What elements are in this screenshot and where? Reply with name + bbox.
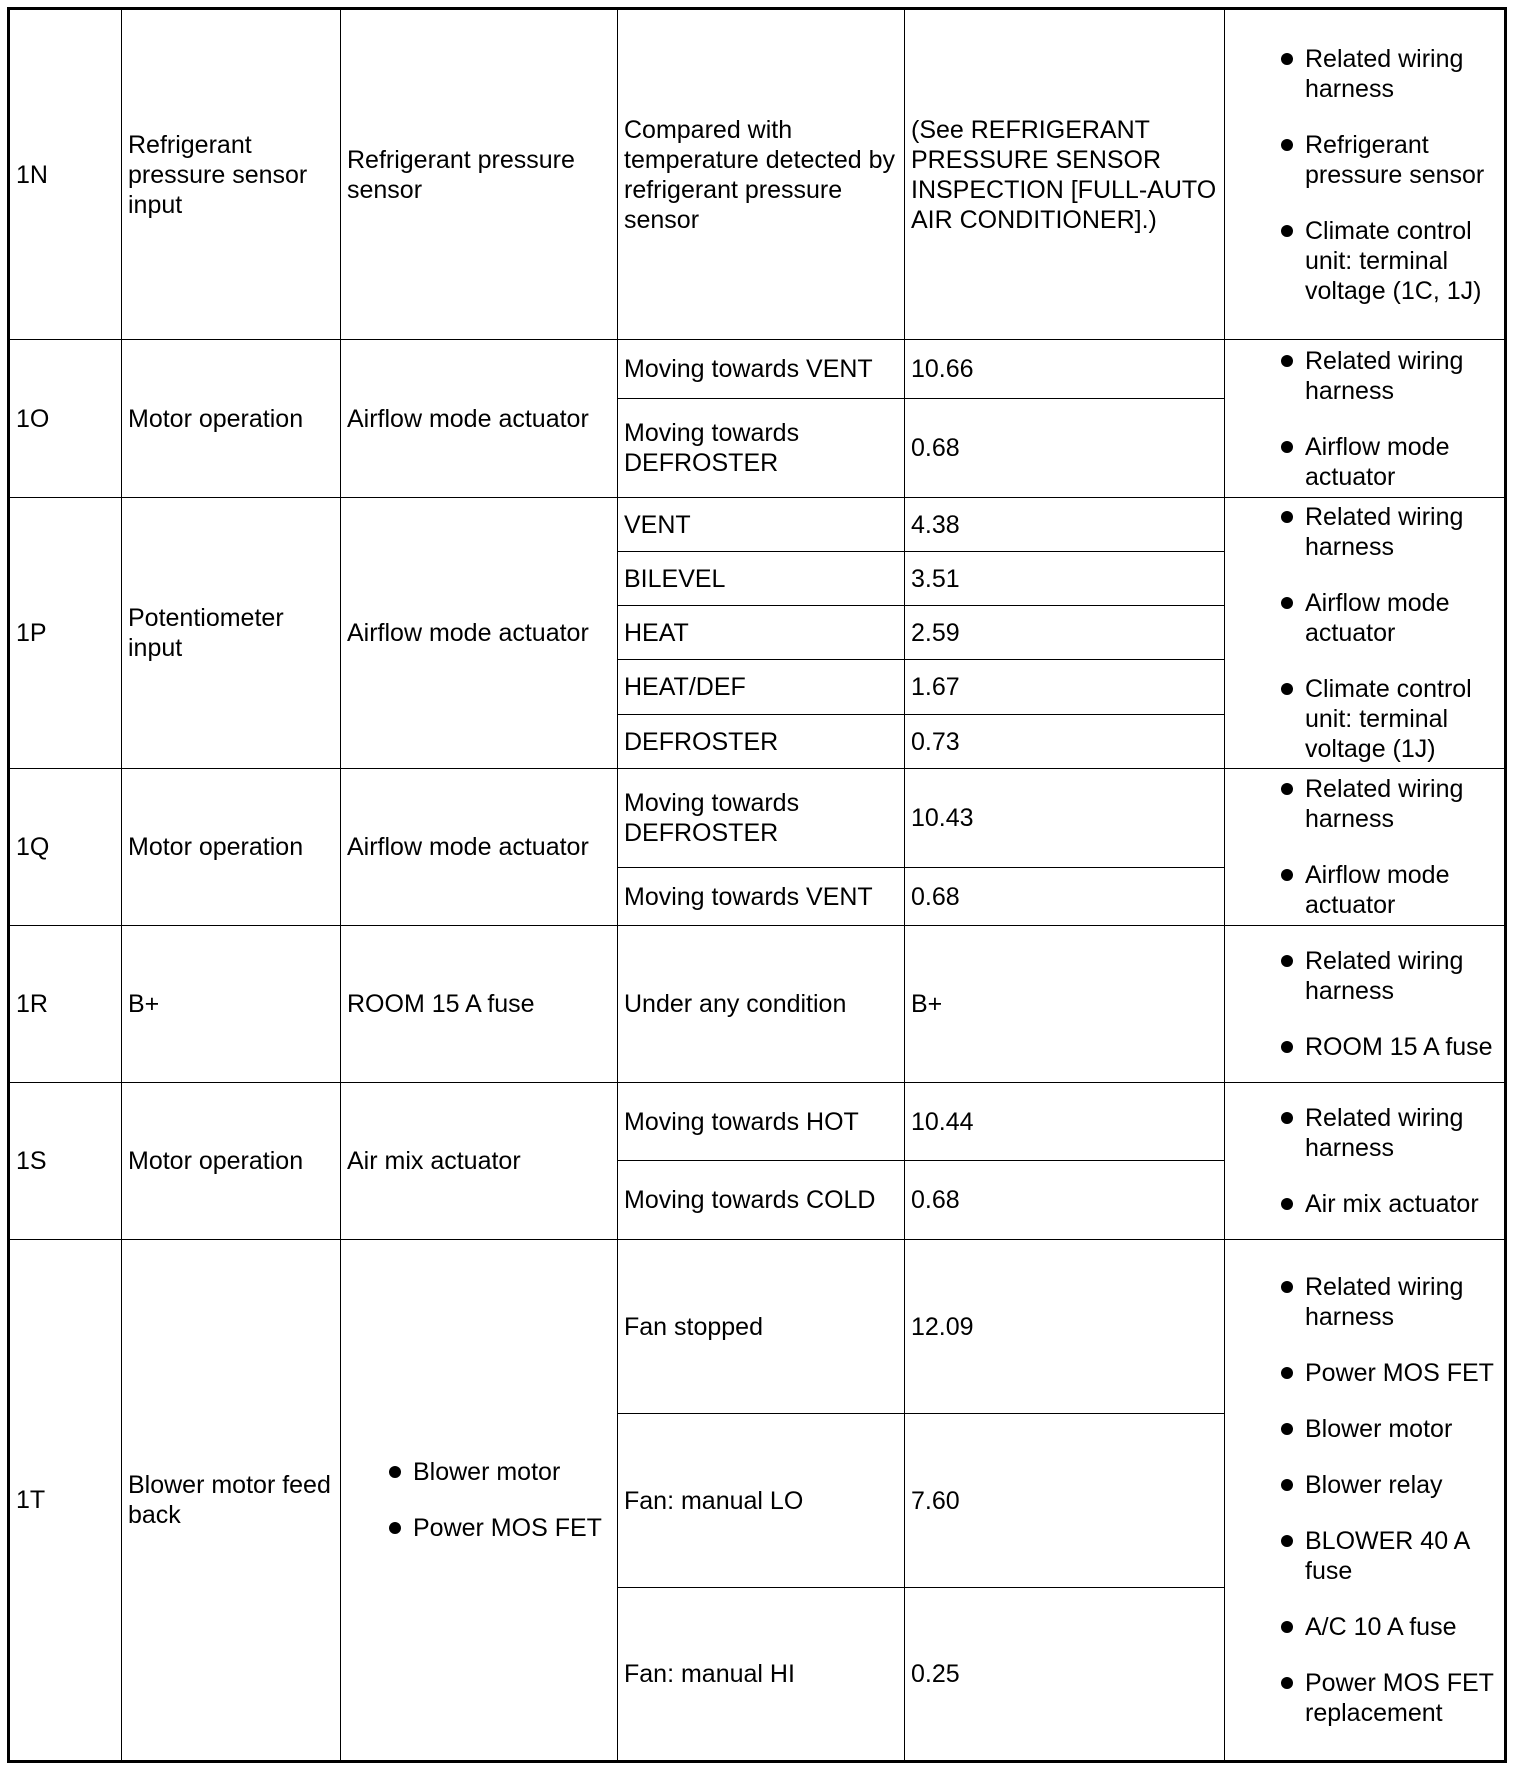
- voltage-cell: 2.59: [905, 606, 1225, 660]
- condition-cell: Moving towards COLD: [618, 1161, 905, 1240]
- table-row-1T: [9, 1240, 1506, 1414]
- terminal-cell: 1O: [9, 340, 122, 498]
- inspection-cell: [1225, 498, 1506, 769]
- voltage-cell: 0.73: [905, 715, 1225, 769]
- inspection-item: Power MOS FET: [1231, 1358, 1498, 1388]
- signal-cell: Refrigerant pressure sensor input: [122, 9, 341, 340]
- voltage-cell: 10.66: [905, 340, 1225, 399]
- table-row-1Q: [9, 769, 1506, 868]
- voltage-cell: 10.44: [905, 1083, 1225, 1161]
- condition-cell: BILEVEL: [618, 552, 905, 606]
- component-cell: Air mix actuator: [341, 1083, 618, 1240]
- component-item: Blower motor: [347, 1457, 611, 1487]
- inspection-item: Related wiring harness: [1231, 946, 1498, 1006]
- inspection-item: Related wiring harness: [1231, 346, 1498, 406]
- component-cell: Airflow mode actuator: [341, 769, 618, 926]
- table-row-1N: [9, 9, 1506, 340]
- condition-cell: Fan: manual HI: [618, 1588, 905, 1762]
- inspection-item: Related wiring harness: [1231, 1103, 1498, 1163]
- voltage-cell: 0.68: [905, 1161, 1225, 1240]
- signal-cell: B+: [122, 926, 341, 1083]
- inspection-item: Power MOS FET replacement: [1231, 1668, 1498, 1728]
- terminal-voltage-table: [7, 7, 1507, 1763]
- voltage-cell: 4.38: [905, 498, 1225, 552]
- component-cell: Airflow mode actuator: [341, 340, 618, 498]
- inspection-item: ROOM 15 A fuse: [1231, 1032, 1498, 1062]
- voltage-cell: 12.09: [905, 1240, 1225, 1414]
- inspection-item: Blower relay: [1231, 1470, 1498, 1500]
- voltage-cell: (See REFRIGERANT PRESSURE SENSOR INSPECTION [FULL-AUTO AIR CONDITIONER].): [905, 9, 1225, 340]
- signal-cell: Potentiometer input: [122, 498, 341, 769]
- signal-cell: Motor operation: [122, 769, 341, 926]
- terminal-cell: 1N: [9, 9, 122, 340]
- inspection-list: [1231, 1103, 1498, 1219]
- inspection-list: [1231, 346, 1498, 492]
- inspection-cell: [1225, 1083, 1506, 1240]
- condition-cell: Fan: manual LO: [618, 1414, 905, 1588]
- inspection-item: Climate control unit: terminal voltage (1J): [1231, 674, 1498, 764]
- terminal-cell: 1P: [9, 498, 122, 769]
- inspection-list: [1231, 1272, 1498, 1728]
- inspection-item: A/C 10 A fuse: [1231, 1612, 1498, 1642]
- component-cell: [341, 1240, 618, 1762]
- inspection-cell: [1225, 926, 1506, 1083]
- inspection-cell: [1225, 1240, 1506, 1762]
- condition-cell: Fan stopped: [618, 1240, 905, 1414]
- component-list: [347, 1457, 611, 1543]
- table-row-1R: [9, 926, 1506, 1083]
- voltage-cell: 10.43: [905, 769, 1225, 868]
- voltage-cell: 0.25: [905, 1588, 1225, 1762]
- signal-cell: Motor operation: [122, 1083, 341, 1240]
- inspection-item: Refrigerant pressure sensor: [1231, 130, 1498, 190]
- condition-cell: Moving towards DEFROSTER: [618, 769, 905, 868]
- condition-cell: HEAT: [618, 606, 905, 660]
- terminal-cell: 1S: [9, 1083, 122, 1240]
- inspection-item: Blower motor: [1231, 1414, 1498, 1444]
- inspection-list: [1231, 774, 1498, 920]
- inspection-cell: [1225, 9, 1506, 340]
- terminal-cell: 1T: [9, 1240, 122, 1762]
- inspection-item: Airflow mode actuator: [1231, 588, 1498, 648]
- voltage-cell: 7.60: [905, 1414, 1225, 1588]
- inspection-item: Airflow mode actuator: [1231, 432, 1498, 492]
- inspection-item: Related wiring harness: [1231, 774, 1498, 834]
- inspection-cell: [1225, 340, 1506, 498]
- component-item: Power MOS FET: [347, 1513, 611, 1543]
- inspection-list: [1231, 946, 1498, 1062]
- condition-cell: Compared with temperature detected by refrigerant pressure sensor: [618, 9, 905, 340]
- inspection-list: [1231, 44, 1498, 306]
- condition-cell: Moving towards VENT: [618, 340, 905, 399]
- voltage-cell: B+: [905, 926, 1225, 1083]
- inspection-item: Climate control unit: terminal voltage (1C, 1J): [1231, 216, 1498, 306]
- condition-cell: Under any condition: [618, 926, 905, 1083]
- voltage-cell: 3.51: [905, 552, 1225, 606]
- terminal-cell: 1R: [9, 926, 122, 1083]
- component-cell: Refrigerant pressure sensor: [341, 9, 618, 340]
- table-row-1O: [9, 340, 1506, 399]
- condition-cell: VENT: [618, 498, 905, 552]
- inspection-item: Airflow mode actuator: [1231, 860, 1498, 920]
- inspection-cell: [1225, 769, 1506, 926]
- voltage-cell: 0.68: [905, 868, 1225, 926]
- condition-cell: Moving towards VENT: [618, 868, 905, 926]
- inspection-item: Related wiring harness: [1231, 44, 1498, 104]
- component-cell: Airflow mode actuator: [341, 498, 618, 769]
- condition-cell: Moving towards HOT: [618, 1083, 905, 1161]
- signal-cell: Blower motor feed back: [122, 1240, 341, 1762]
- condition-cell: HEAT/DEF: [618, 660, 905, 715]
- voltage-cell: 0.68: [905, 399, 1225, 498]
- inspection-item: Air mix actuator: [1231, 1189, 1498, 1219]
- inspection-list: [1231, 502, 1498, 764]
- inspection-item: Related wiring harness: [1231, 1272, 1498, 1332]
- table-row-1P: [9, 498, 1506, 552]
- inspection-item: Related wiring harness: [1231, 502, 1498, 562]
- inspection-item: BLOWER 40 A fuse: [1231, 1526, 1498, 1586]
- table-row-1S: [9, 1083, 1506, 1161]
- voltage-cell: 1.67: [905, 660, 1225, 715]
- terminal-cell: 1Q: [9, 769, 122, 926]
- component-cell: ROOM 15 A fuse: [341, 926, 618, 1083]
- condition-cell: DEFROSTER: [618, 715, 905, 769]
- condition-cell: Moving towards DEFROSTER: [618, 399, 905, 498]
- signal-cell: Motor operation: [122, 340, 341, 498]
